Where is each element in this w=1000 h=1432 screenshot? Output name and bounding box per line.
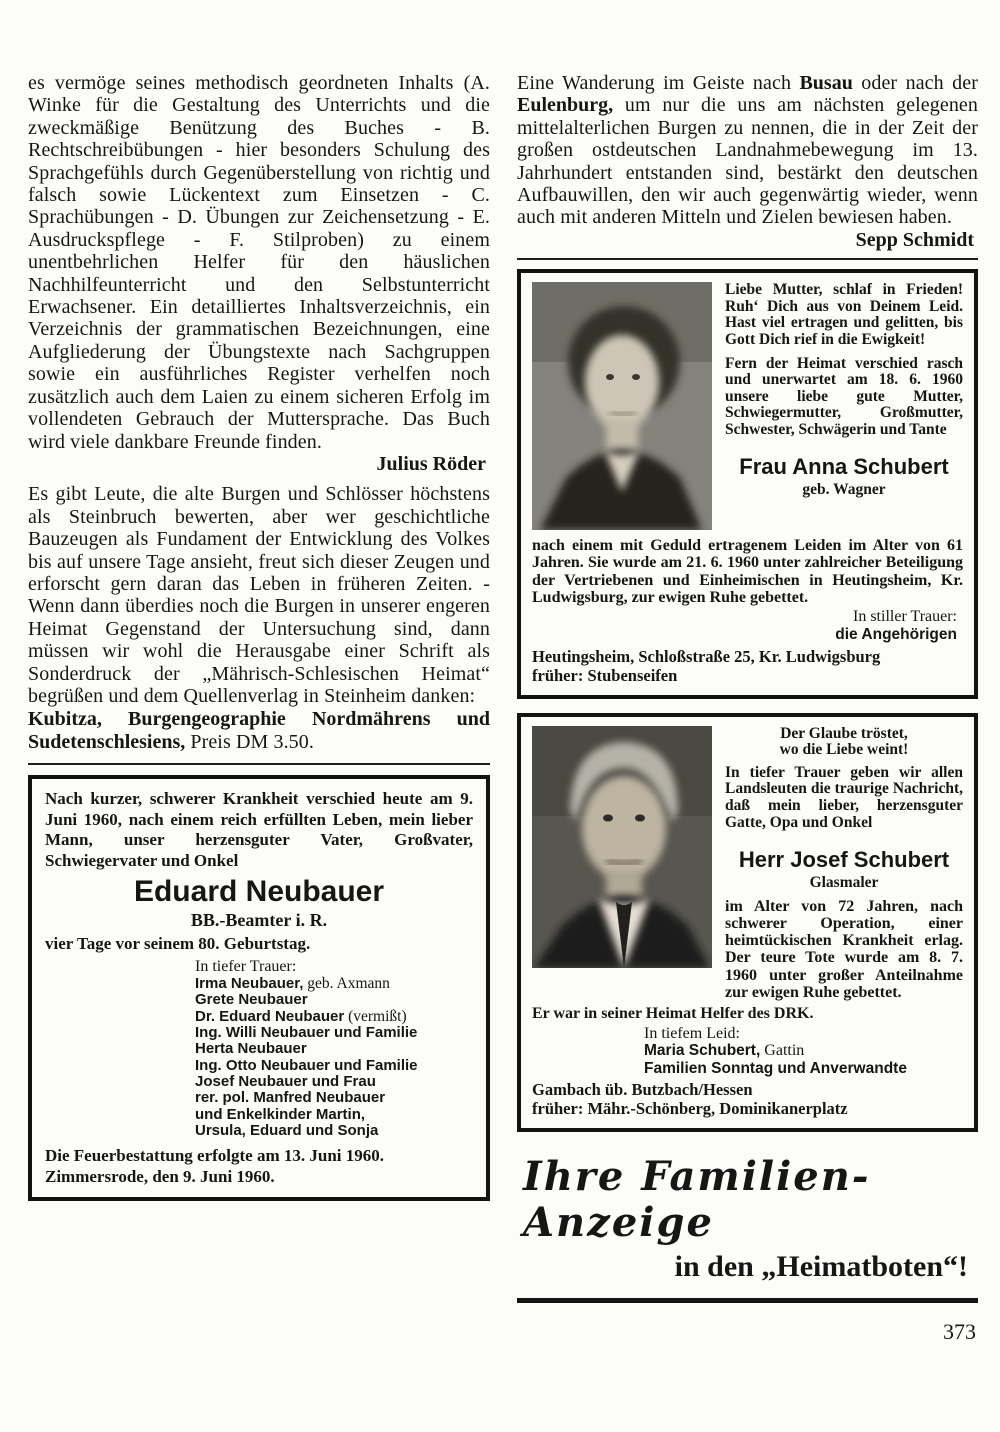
mourner-name: rer. pol. Manfred Neubauer <box>195 1089 386 1107</box>
anna-body-text: nach einem mit Geduld ertragenem Leiden im Alter von 61 Jahren. Sie wurde am 21. 6. 1960 unter zahlreicher Beteiligung der Vertriebenen und Einheimischen in Heutingsheim, Kr. Ludwigsburg, zur ewigen Ruhe gebettet. <box>532 537 963 606</box>
josef-obituary-columns <box>532 726 963 1001</box>
anna-former-residence: früher: Stubenseifen <box>532 665 678 685</box>
anna-mourning-block <box>532 608 963 643</box>
mourner-line <box>195 976 473 992</box>
josef-address: Gambach üb. Butzbach/Hessen <box>532 1080 753 1100</box>
neubauer-funeral-note: Die Feuerbestattung erfolgte am 13. Juni 1960. <box>45 1146 385 1166</box>
neubauer-mourners-block <box>195 958 473 1139</box>
mourner-name: Josef Neubauer und Frau <box>195 1072 376 1090</box>
neubauer-name: Eduard Neubauer <box>133 875 385 909</box>
neubauer-footer <box>45 1146 473 1187</box>
josef-mourning-label: In tiefem Leid: <box>644 1024 740 1042</box>
josef-portrait-graphic <box>532 726 712 968</box>
portrait-photo-anna <box>532 282 712 530</box>
book-reference-bold: Kubitza, Burgengeographie Nordmährens und Sudetenschlesiens, <box>28 708 490 753</box>
mourner-line <box>195 1074 473 1090</box>
left-divider-line <box>28 763 490 765</box>
obituary-neubauer <box>28 775 490 1201</box>
book-review-signature: Julius Röder <box>376 452 486 475</box>
family-ad-script-line: Ihre Familien-Anzeige <box>523 1152 871 1246</box>
book-reference-price: Preis DM 3.50. <box>185 730 314 753</box>
anna-announcement: Fern der Heimat verschied rasch und unerwartet am 18. 6. 1960 unsere liebe gute Mutter, Schwiegermutter, Großmutter, Schwester, Schwägerin und Tante <box>725 354 963 438</box>
mourner-line <box>195 1107 473 1123</box>
mourner-suffix: (vermißt) <box>344 1007 407 1025</box>
wanderung-article-paragraph <box>517 72 978 229</box>
josef-drk-note: Er war in seiner Heimat Helfer des DRK. <box>532 1004 814 1022</box>
josef-body-text: im Alter von 72 Jahren, nach schwerer Operation, einer heimtückischen Krankheit erlag. Der teure Tote wurde am 8. 7. 1960 unter großer Anteilnahme zur ewigen Ruhe gebettet. <box>725 897 963 1001</box>
mourner-name: Maria Schubert, <box>644 1042 761 1060</box>
josef-announcement: In tiefer Trauer geben wir allen Landsleuten die traurige Nachricht, daß mein lieber, herzensguter Gatte, Opa und Onkel <box>725 763 963 831</box>
josef-mourner-line: Familien Sonntag und Anverwandte <box>644 1059 907 1077</box>
right-column <box>517 72 978 1345</box>
anna-mourners: die Angehörigen <box>835 625 957 643</box>
family-ad <box>517 1154 978 1284</box>
portrait-photo-josef <box>532 726 712 1001</box>
mourner-suffix: Gattin <box>760 1042 805 1060</box>
josef-former-residence: früher: Mähr.-Schönberg, Dominikanerplatz <box>532 1098 848 1118</box>
anna-mourning-label: In stiller Trauer: <box>853 608 957 626</box>
josef-mourning-block <box>644 1025 963 1077</box>
mourner-name: Ing. Willi Neubauer und Familie <box>195 1024 418 1042</box>
neubauer-mourning-label: In tiefer Trauer: <box>195 958 297 976</box>
mourner-name: Herta Neubauer <box>195 1040 307 1058</box>
josef-side-text <box>725 726 963 1001</box>
article-text: oder nach der <box>852 72 978 94</box>
josef-verse-line1: Der Glaube tröstet, <box>780 724 908 742</box>
mourner-line <box>195 1090 473 1106</box>
mourner-line <box>195 1009 473 1025</box>
book-reference-line <box>28 708 490 753</box>
mourner-line <box>195 1123 473 1139</box>
mourner-name: Ursula, Eduard und Sonja <box>195 1121 379 1139</box>
page-number: 373 <box>943 1318 976 1344</box>
article-bold-busau: Busau <box>799 72 853 94</box>
obituary-anna-schubert <box>517 269 978 698</box>
anna-address: Heutingsheim, Schloßstraße 25, Kr. Ludwigsburg <box>532 647 881 667</box>
right-divider-line <box>517 258 978 260</box>
mourner-name: Ing. Otto Neubauer und Familie <box>195 1056 418 1074</box>
anna-address-block <box>532 648 963 686</box>
article-text: um nur die uns am nächsten gelegenen mittelalterlichen Burgen zu nennen, die in der Zeit der großen ostdeutschen Landnahmebewegung im 13. Jahrhundert entstanden sind, bestärkt den deutschen Aufbauwillen, den wir auch gegenwärtig wieder, wenn auch mit anderen Mitteln und Zielen bewiesen haben. <box>517 94 978 229</box>
mourner-line <box>195 1041 473 1057</box>
josef-address-block <box>532 1081 963 1119</box>
mourner-line <box>195 1025 473 1041</box>
left-column <box>28 72 490 1201</box>
anna-side-text <box>725 282 963 530</box>
josef-name: Herr Josef Schubert <box>738 846 950 872</box>
anna-obituary-columns <box>532 282 963 530</box>
mourner-name: und Enkelkinder Martin, <box>195 1105 366 1123</box>
obituary-josef-schubert <box>517 713 978 1132</box>
josef-verse-line2: wo die Liebe weint! <box>779 741 909 759</box>
article-text: Eine Wanderung im Geiste nach <box>517 72 800 94</box>
wanderung-article-signature: Sepp Schmidt <box>855 228 974 251</box>
mourner-suffix: geb. Axmann <box>303 975 390 993</box>
burgen-article-paragraph: Es gibt Leute, die alte Burgen und Schlösser höchstens als Steinbruch bewerten, aber wer geschichtliche Bauzeugen als Fundament der Entwicklung des Volkes bis auf unsere Tage ansieht, freut sich dieser Zeugen und erforscht gern daran das Leben in früheren Zeiten. - Wenn dann überdies noch die Burgen in unserer engeren Heimat Gegenstand der Untersuchung sind, dann müssen wir wohl die Herausgabe einer Schrift als Sonderdruck der „Mährisch-Schlesischen Heimat“ begrüßen und dem Quellenverlag in Steinheim danken: <box>28 483 490 707</box>
josef-mourner-line <box>644 1042 963 1059</box>
family-ad-bold-line: in den „Heimatboten“! <box>674 1249 968 1283</box>
neubauer-title: BB.-Beamter i. R. <box>190 910 328 931</box>
article-bold-eulenburg: Eulenburg, <box>517 94 614 117</box>
neubauer-intro: Nach kurzer, schwerer Krankheit verschied heute am 9. Juni 1960, nach einem reich erfüllten Leben, mein lieber Mann, unser herzensguter Vater, Großvater, Schwiegervater und Onkel <box>45 789 473 870</box>
mourner-name: Dr. Eduard Neubauer <box>195 1007 345 1025</box>
josef-profession: Glasmaler <box>809 873 879 891</box>
anna-portrait-graphic <box>532 282 712 530</box>
neubauer-place-date: Zimmersrode, den 9. Juni 1960. <box>45 1166 275 1186</box>
mourner-name: Irma Neubauer, <box>195 975 304 993</box>
mourner-line <box>195 1058 473 1074</box>
anna-verse: Liebe Mutter, schlaf in Frieden! Ruh‘ Dich aus von Deinem Leid. Hast viel ertragen und gelitten, bis Gott Dich rief in die Ewigkeit! <box>725 281 963 349</box>
neubauer-birthday-note: vier Tage vor seinem 80. Geburtstag. <box>45 934 311 954</box>
anna-maiden-name: geb. Wagner <box>802 481 886 499</box>
mourner-line <box>195 992 473 1008</box>
bottom-rule <box>517 1298 978 1303</box>
mourner-name: Grete Neubauer <box>195 991 308 1009</box>
anna-name: Frau Anna Schubert <box>739 454 949 480</box>
book-review-paragraph: es vermöge seines methodisch geordneten Inhalts (A. Winke für die Gestaltung des Unterrichts und die zweckmäßige Benützung des Buches - B. Rechtschreibübungen - hier besonders Schulung des Sprachgefühls durch Gegenüberstellung von richtig und falsch sowie Lückentext zum Einsetzen - C. Sprachübungen - D. Übungen zur Zeichensetzung - E. Ausdruckspflege - F. Stilproben) zu einem unentbehrlichen Helfer für den häuslichen Nachhilfeunterricht und den Selbstunterricht Erwachsener. Ein detailliertes Inhaltsverzeichnis, ein Verzeichnis der grammatischen Bezeichnungen, eine Aufgliederung der Übungstexte nach Sachgruppen sowie ein ausführliches Register verhelfen noch zusätzlich auch dem Laien zu einem sicheren Erfolg im vollendeten Gebrauch der Muttersprache. Das Buch wird viele dankbare Freunde finden. <box>28 72 490 453</box>
